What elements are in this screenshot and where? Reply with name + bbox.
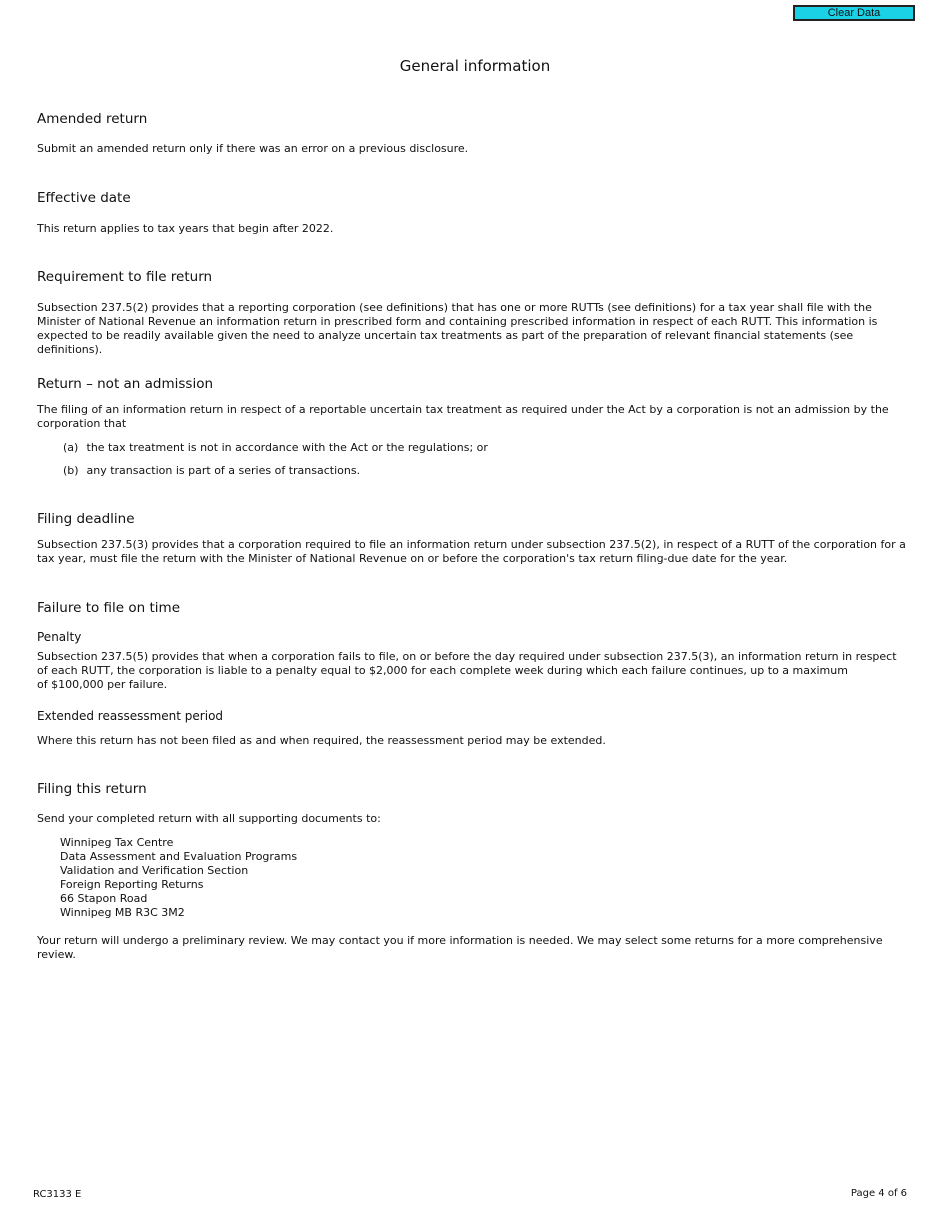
address-line: 66 Stapon Road (60, 892, 148, 905)
requirement-heading: Requirement to file return (37, 269, 213, 285)
requirement-text: Subsection 237.5(2) provides that a reporting corporation (see definitions) that has one or more RUTTs (see definitions) for a tax year shall file with the Minister of National Revenue an information return in prescribed form and containing prescribed information in respect of each RUTT. This information is expected to be readily available given the need to analyze uncertain tax treatments as part of the preparation of relevant financial statements (see definitions). (37, 301, 878, 356)
mailing-address (60, 836, 297, 920)
penalty-heading: Penalty (37, 630, 82, 644)
clear-data-button[interactable]: Clear Data (793, 5, 915, 21)
address-line: Winnipeg MB R3C 3M2 (60, 906, 185, 919)
extended-reassessment-heading: Extended reassessment period (37, 709, 224, 723)
address-line: Data Assessment and Evaluation Programs (60, 850, 298, 863)
not-admission-heading: Return – not an admission (37, 376, 214, 392)
address-line: Foreign Reporting Returns (60, 878, 204, 891)
page-number: Page 4 of 6 (850, 1188, 907, 1199)
effective-date-text: This return applies to tax years that begin after 2022. (37, 222, 334, 235)
amended-return-text: Submit an amended return only if there was an error on a previous disclosure. (37, 142, 469, 155)
address-line: Validation and Verification Section (60, 864, 249, 877)
filing-deadline-text: Subsection 237.5(3) provides that a corporation required to file an information return under subsection 237.5(2), in respect of a RUTT of the corporation for a tax year, must file the return with the Minister of National Revenue on or before the corporation's tax return filing-due date for the year. (37, 538, 906, 565)
amended-return-heading: Amended return (37, 111, 148, 127)
filing-this-return-text: Send your completed return with all supporting documents to: (37, 812, 381, 825)
preliminary-review-text: Your return will undergo a preliminary review. We may contact you if more information is needed. We may select some returns for a more comprehensive review. (37, 934, 883, 961)
penalty-text-line-1: Subsection 237.5(5) provides that when a corporation fails to file, on or before the day required under subsection 237.5(3), an information return in respect of each RUTT, the corporation is liable to a penalty equal to $2,000 for each complete week during which each failure continues, up to a maximum (37, 650, 897, 677)
list-marker: (a) (63, 441, 79, 454)
list-item-text: the tax treatment is not in accordance with the Act or the regulations; or (86, 441, 488, 454)
list-item (63, 464, 360, 478)
effective-date-heading: Effective date (37, 190, 131, 206)
form-identifier: RC3133 E (33, 1189, 82, 1200)
filing-this-return-heading: Filing this return (37, 781, 147, 797)
not-admission-text: The filing of an information return in respect of a reportable uncertain tax treatment as required under the Act by a corporation is not an admission by the corporation that (37, 403, 889, 430)
penalty-text (37, 650, 907, 692)
list-item-text: any transaction is part of a series of transactions. (86, 464, 361, 477)
extended-reassessment-text: Where this return has not been filed as and when required, the reassessment period may be extended. (37, 734, 606, 747)
page-title: General information (399, 57, 551, 75)
penalty-text-line-2: of $100,000 per failure. (37, 678, 168, 691)
filing-deadline-heading: Filing deadline (37, 511, 135, 527)
list-item (63, 441, 488, 455)
address-line: Winnipeg Tax Centre (60, 836, 174, 849)
failure-to-file-heading: Failure to file on time (37, 600, 181, 616)
list-marker: (b) (63, 464, 79, 477)
